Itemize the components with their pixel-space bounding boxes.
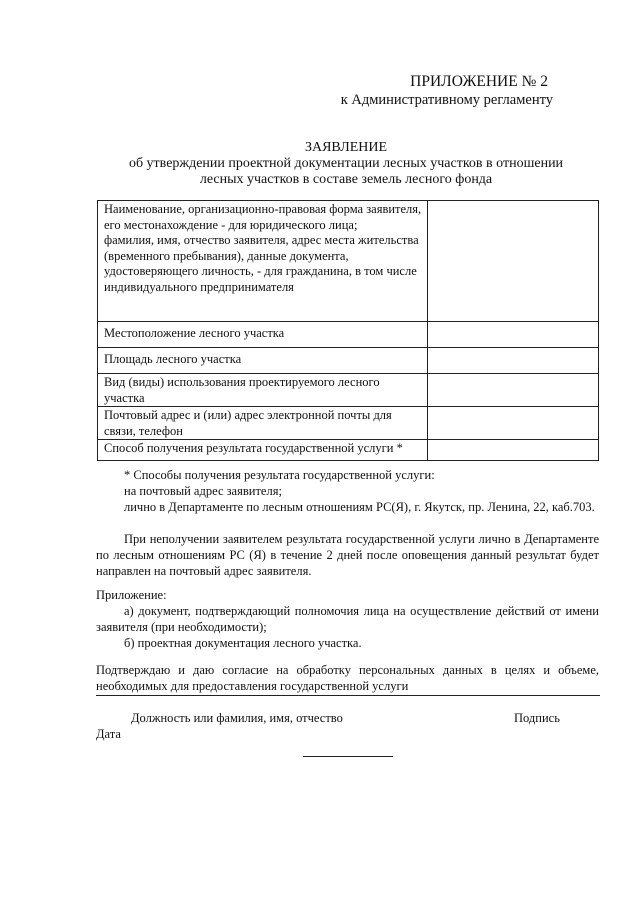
title-line-2: лесных участков в составе земель лесного фонда — [199, 172, 493, 187]
signature-label: Подпись — [514, 711, 560, 725]
method-post: на почтовый адрес заявителя; — [124, 484, 282, 498]
position-name-label: Должность или фамилия, имя, отчество — [131, 711, 343, 725]
table-row — [98, 374, 599, 407]
title-heading: ЗАЯВЛЕНИЕ — [304, 140, 388, 155]
methods-title: * Способы получения результата государственной услуги: — [124, 468, 435, 482]
failure-note: При неполучении заявителем результата государственной услуги лично в Департаменте по лесным отношениям РС (Я) в течение 2 дней после оповещения данный результат будет направлен на почтовый адрес заявителя. — [96, 532, 599, 578]
row-label: Площадь лесного участка — [98, 348, 428, 374]
location-field[interactable] — [428, 322, 599, 348]
row-label: Почтовый адрес и (или) адрес электронной почты для связи, телефон — [98, 407, 428, 440]
usage-type-field[interactable] — [428, 374, 599, 407]
row-label: Наименование, организационно-правовая форма заявителя, его местонахождение - для юридического лица; фамилия, имя, отчество заявителя, адрес места жительства (временного пребывания), данные документа, удостоверяющего личность, - для гражданина, в том числе индивидуального предпринимателя — [98, 201, 428, 322]
row-label: Местоположение лесного участка — [98, 322, 428, 348]
table-row — [98, 348, 599, 374]
attachments-title: Приложение: — [96, 588, 167, 602]
delivery-method-field[interactable] — [428, 440, 599, 461]
application-table — [97, 200, 599, 461]
contact-field[interactable] — [428, 407, 599, 440]
method-in-person: лично в Департаменте по лесным отношениям РС(Я), г. Якутск, пр. Ленина, 22, каб.703. — [124, 500, 595, 514]
area-field[interactable] — [428, 348, 599, 374]
row-label: Способ получения результата государственной услуги * — [98, 440, 428, 461]
document-title — [0, 140, 640, 188]
table-row — [98, 322, 599, 348]
date-signature-line[interactable] — [303, 756, 393, 757]
appendix-number: ПРИЛОЖЕНИЕ № 2 — [410, 73, 548, 90]
title-line-1: об утверждении проектной документации лесных участков в отношении — [128, 156, 564, 171]
divider — [96, 695, 600, 696]
table-row — [98, 440, 599, 461]
attachment-a: а) документ, подтверждающий полномочия лица на осуществление действий от имени заявителя (при необходимости); — [96, 604, 599, 634]
table-row — [98, 407, 599, 440]
regulation-reference: к Административному регламенту — [340, 92, 553, 108]
consent-text: Подтверждаю и даю согласие на обработку персональных данных в целях и объеме, необходимых для предоставления государственной услуги — [96, 663, 599, 693]
applicant-info-field[interactable] — [428, 201, 599, 322]
date-label: Дата — [96, 727, 121, 741]
table-row — [98, 201, 599, 322]
row-label: Вид (виды) использования проектируемого лесного участка — [98, 374, 428, 407]
attachment-b: б) проектная документация лесного участка. — [124, 636, 362, 650]
